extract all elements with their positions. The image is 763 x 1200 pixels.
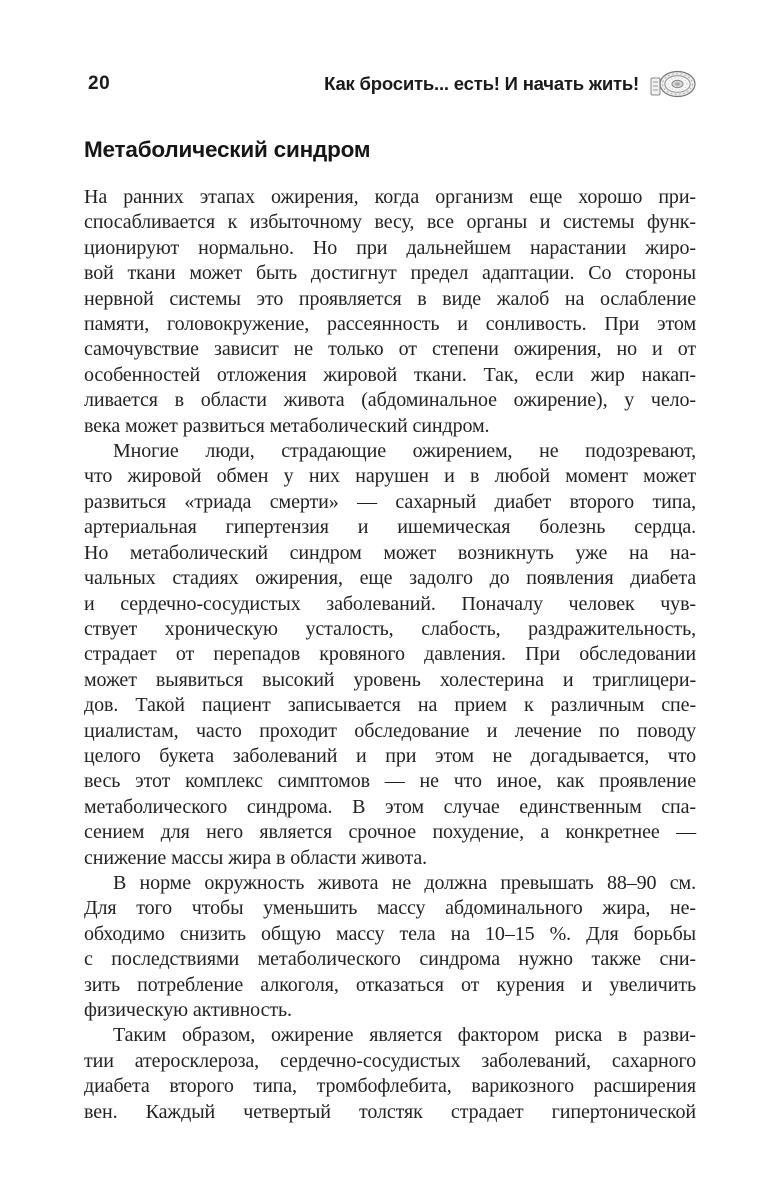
page-number: 20 (88, 73, 111, 94)
text-line: ливается в области живота (абдоминальное ожирение), у чело- (84, 389, 696, 412)
text-line: спосабливается к избыточному весу, все органы и системы функ- (84, 211, 696, 234)
text-line: зить потребление алкоголя, отказаться от курения и увеличить (84, 973, 696, 996)
text-line: артериальная гипертензия и ишемическая болезнь сердца. (84, 516, 696, 539)
section-heading: Метаболический синдром (84, 137, 371, 162)
text-line: циалистам, часто проходит обследование и лечение по поводу (84, 719, 696, 742)
text-line: тии атеросклероза, сердечно-сосудистых заболеваний, сахарного (84, 1049, 696, 1072)
text-line: Многие люди, страдающие ожирением, не подозревают, (113, 440, 696, 463)
text-line: Но метаболический синдром может возникнуть уже на на- (84, 541, 696, 564)
text-line: В норме окружность живота не должна превышать 88–90 см. (113, 871, 696, 894)
text-line: снижение массы жира в области живота. (84, 846, 428, 869)
text-line: весь этот комплекс симптомов — не что иное, как проявление (84, 770, 696, 793)
text-line: страдает от перепадов кровяного давления. При обследовании (84, 643, 696, 666)
text-line: дов. Такой пациент записывается на прием к различным спе- (84, 694, 696, 717)
text-line: и сердечно-сосудистых заболеваний. Поначалу человек чув- (84, 592, 696, 615)
text-line: что жировой обмен у них нарушен и в любой момент может (84, 465, 696, 488)
text-line: ционируют нормально. Но при дальнейшем нарастании жиро- (84, 236, 696, 259)
paragraph (84, 439, 696, 871)
text-line: диабета второго типа, тромбофлебита, варикозного расширения (84, 1075, 696, 1098)
text-line: На ранних этапах ожирения, когда организм еще хорошо при- (84, 186, 696, 208)
text-line: чальных стадиях ожирения, еще задолго до появления диабета (84, 567, 696, 590)
text-line: особенностей отложения жировой ткани. Так, если жир накап- (84, 363, 696, 386)
running-title-group (324, 69, 696, 99)
text-line: памяти, головокружение, рассеянность и сонливость. При этом (84, 313, 696, 336)
text-line: целого букета заболеваний и при этом не догадывается, что (84, 744, 696, 767)
page-header (84, 68, 696, 100)
text-line: может выявиться высокий уровень холестерина и триглицери- (84, 668, 696, 691)
text-line: века может развиться метаболический синдром. (84, 414, 490, 437)
text-line: вен. Каждый четвертый толстяк страдает гипертонической (84, 1100, 696, 1123)
text-line: Таким образом, ожирение является фактором риска в разви- (113, 1024, 696, 1047)
text-line: ствует хроническую усталость, слабость, раздражительность, (84, 617, 696, 640)
text-line: обходимо снизить общую массу тела на 10–15 %. Для борьбы (84, 922, 696, 945)
paragraph (84, 871, 696, 1023)
text-line: самочувствие зависит не только от степени ожирения, но и от (84, 338, 696, 361)
text-line: сением для него является срочное похудение, а конкретнее — (84, 821, 696, 844)
body-text (84, 185, 696, 1125)
paragraph (84, 1023, 696, 1125)
text-line: с последствиями метаболического синдрома нужно также сни- (84, 948, 696, 971)
text-line: метаболического синдрома. В этом случае единственным спа- (84, 795, 696, 818)
paragraph (84, 185, 696, 439)
text-line: развиться «триада смерти» — сахарный диабет второго типа, (84, 490, 696, 513)
text-line: физическую активность. (84, 999, 292, 1021)
text-line: вой ткани может быть достигнут предел адаптации. Со стороны (84, 262, 696, 285)
text-line: нервной системы это проявляется в виде жалоб на ослабление (84, 287, 696, 310)
text-line: Для того чтобы уменьшить массу абдоминального жира, не- (84, 897, 696, 920)
tape-measure-icon (650, 69, 696, 99)
running-title: Как бросить... есть! И начать жить! (324, 73, 639, 94)
